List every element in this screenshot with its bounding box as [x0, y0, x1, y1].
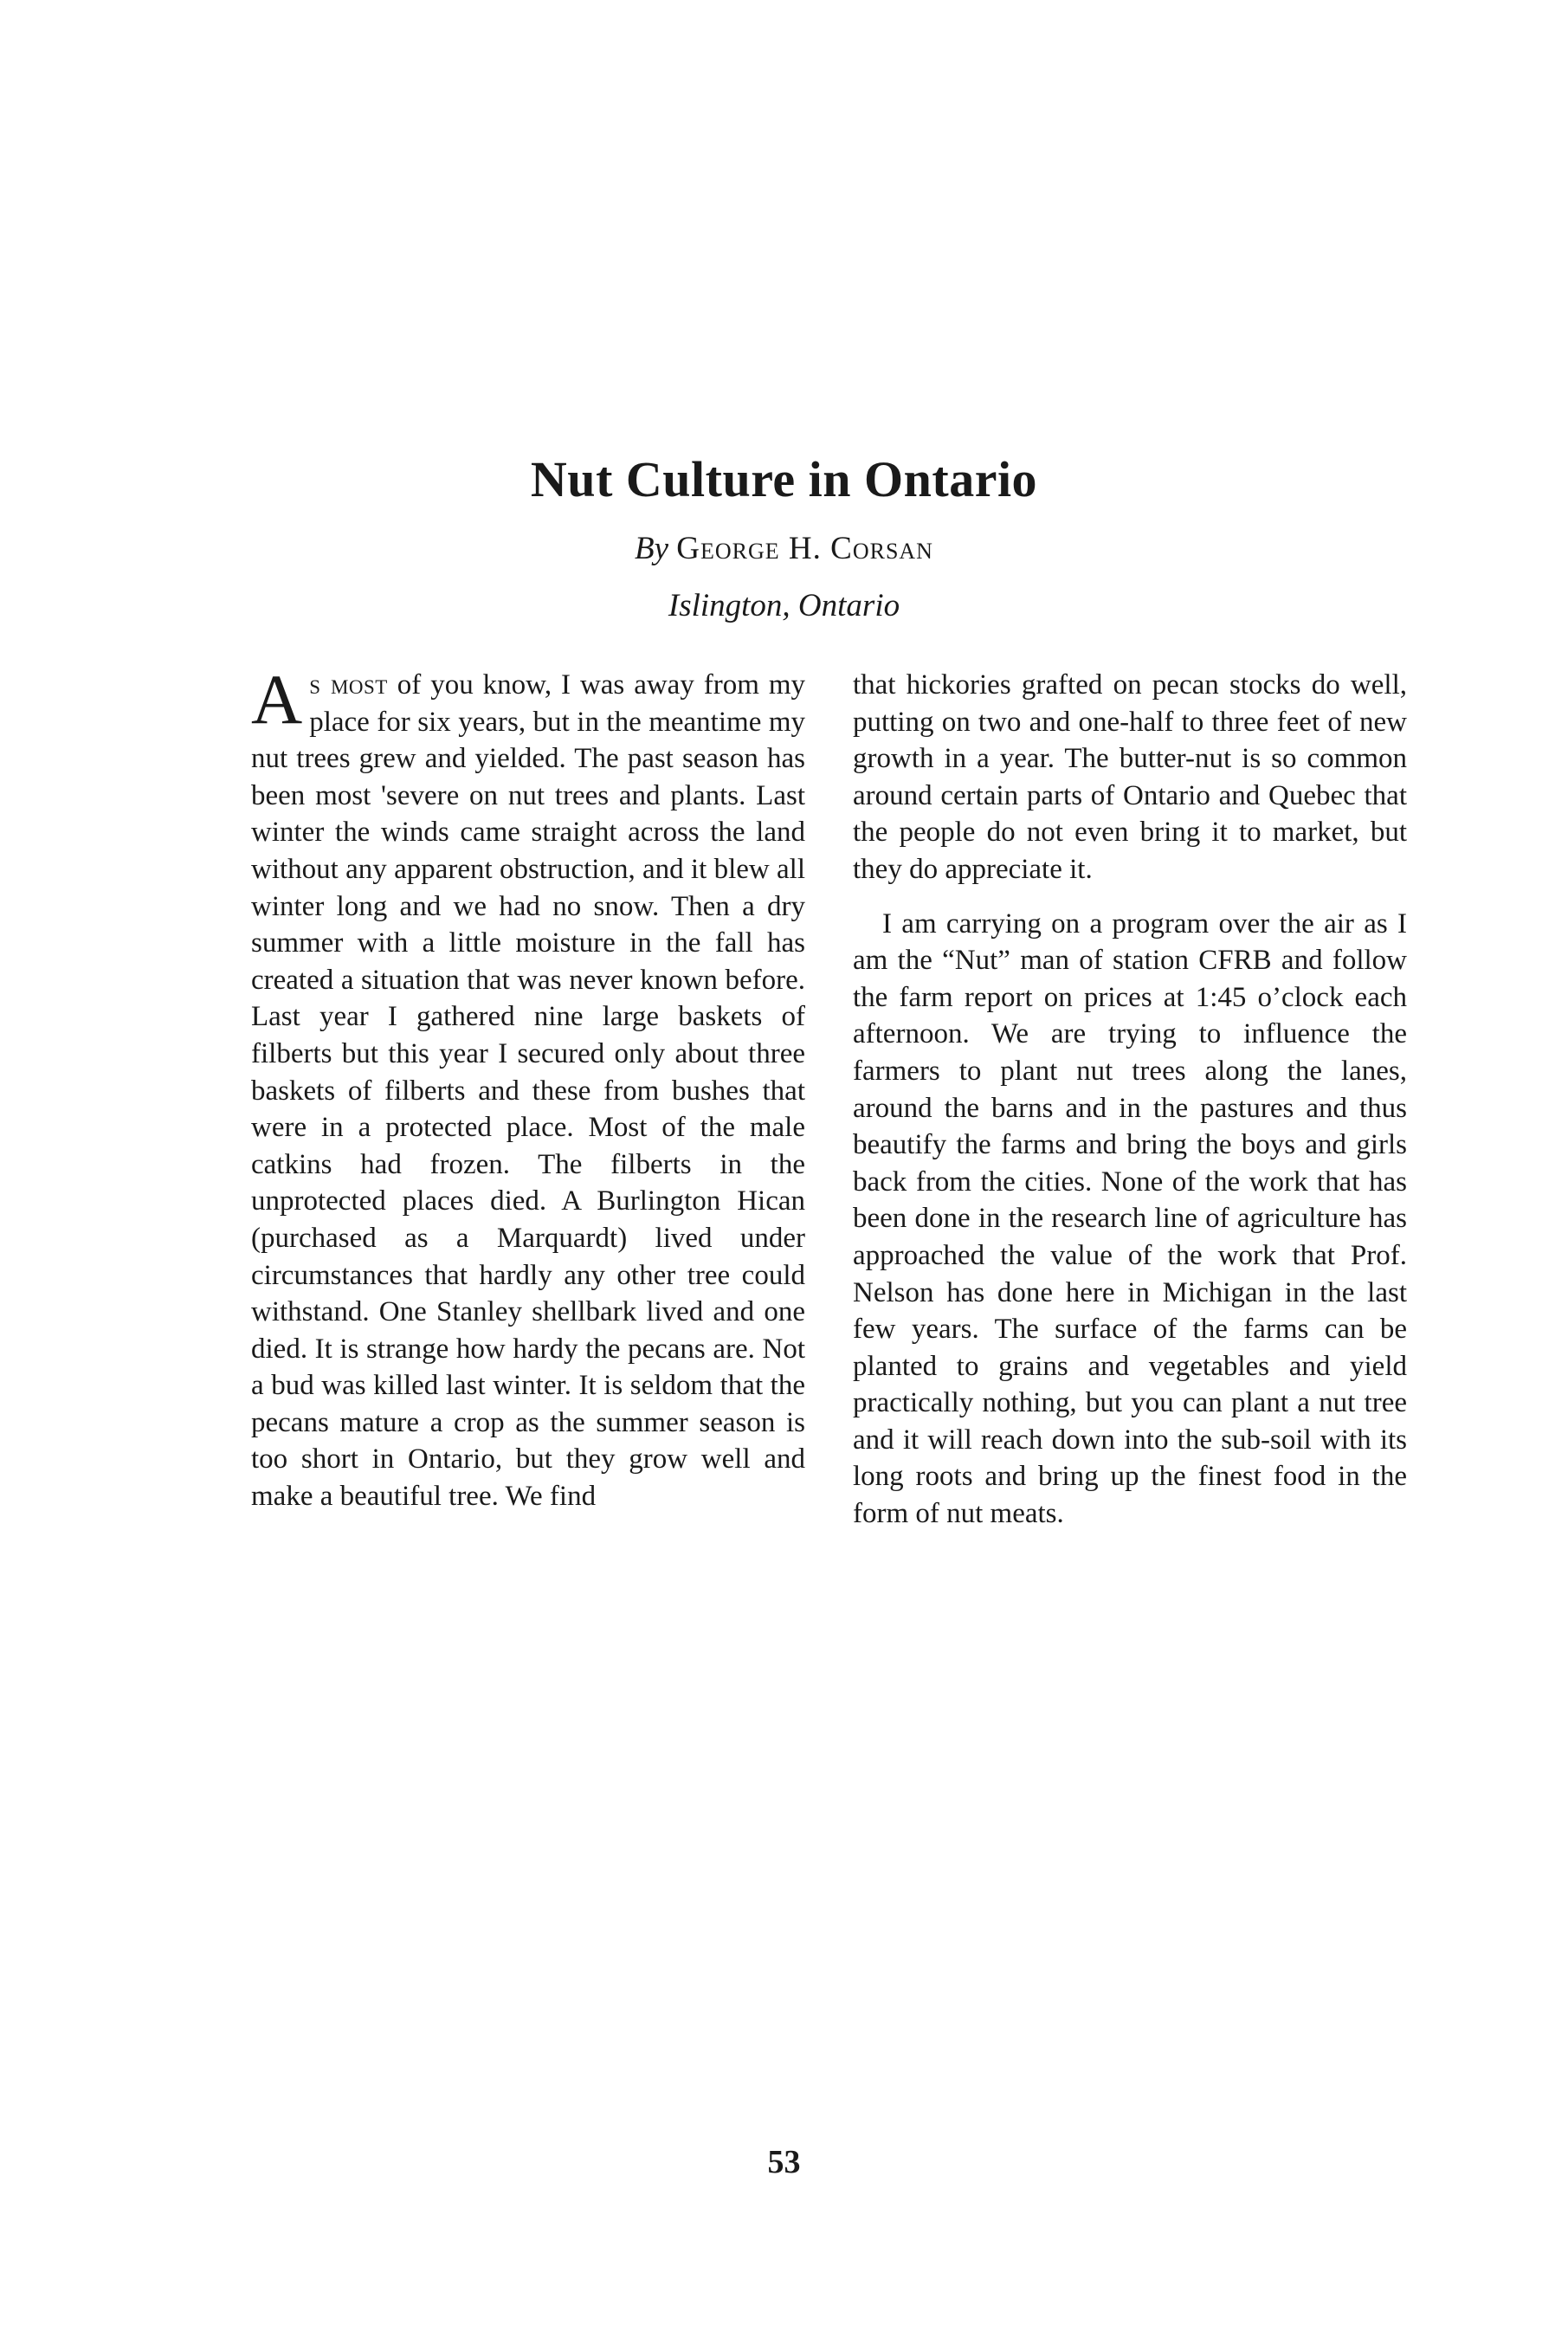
byline-prefix: By	[635, 531, 669, 566]
paragraph-2: I am carrying on a program over the air as I am the “Nut” man of station CFRB and follow the farm report on prices at 1:45 o’clock each afternoon. We are trying to influence the farmers to plant nut trees along the lanes, around the barns and in the pastures and thus beautify the farms and bring the boys and girls back from the cities. None of the work that has been done in the research line of agriculture has approached the value of the work that Prof. Nelson has done here in Michigan in the last few years. The surface of the farms can be planted to grains and vegetables and yield practically nothing, but you can plant a nut tree and it will reach down into the sub-soil with its long roots and bring up the finest food in the form of nut meats.	[853, 907, 1407, 1530]
page-number: 53	[767, 2144, 801, 2180]
right-column	[853, 667, 1407, 1533]
article-title: Nut Culture in Ontario	[530, 451, 1038, 507]
left-column	[251, 660, 805, 1515]
lead-words: s most	[309, 669, 388, 701]
drop-cap: A	[251, 660, 303, 739]
author-name: George H. Corsan	[676, 531, 933, 566]
paragraph-1-continued: that hickories grafted on pecan stocks do well, putting on two and one-half to three feet of new growth in a year. The butter-nut is so common around certain parts of Ontario and Quebec that the people do not even bring it to market, but they do appreciate it.	[853, 669, 1407, 885]
paragraph-1	[251, 660, 805, 1515]
left-column-text: of you know, I was away from my place for six years, but in the meantime my nut trees grew and yielded. The past season has been most 'severe on nut trees and plants. Last winter the winds came straight across the land without any apparent obstruction, and it blew all winter long and we had no snow. Then a dry summer with a little moisture in the fall has created a situation that was never known before. Last year I gathered nine large baskets of filberts but this year I secured only about three baskets of filberts and these from bushes that were in a protected place. Most of the male catkins had frozen. The filberts in the unprotected places died. A Burlington Hican (purchased as a Marquardt) lived under circumstances that hardly any other tree could withstand. One Stanley shellbark lived and one died. It is strange how hardy the pecans are. Not a bud was killed last winter. It is seldom that the pecans mature a crop as the summer season is too short in Ontario, but they grow well and make a beautiful tree. We find	[251, 669, 805, 1513]
byline	[0, 530, 1568, 567]
author-location: Islington, Ontario	[668, 588, 900, 623]
